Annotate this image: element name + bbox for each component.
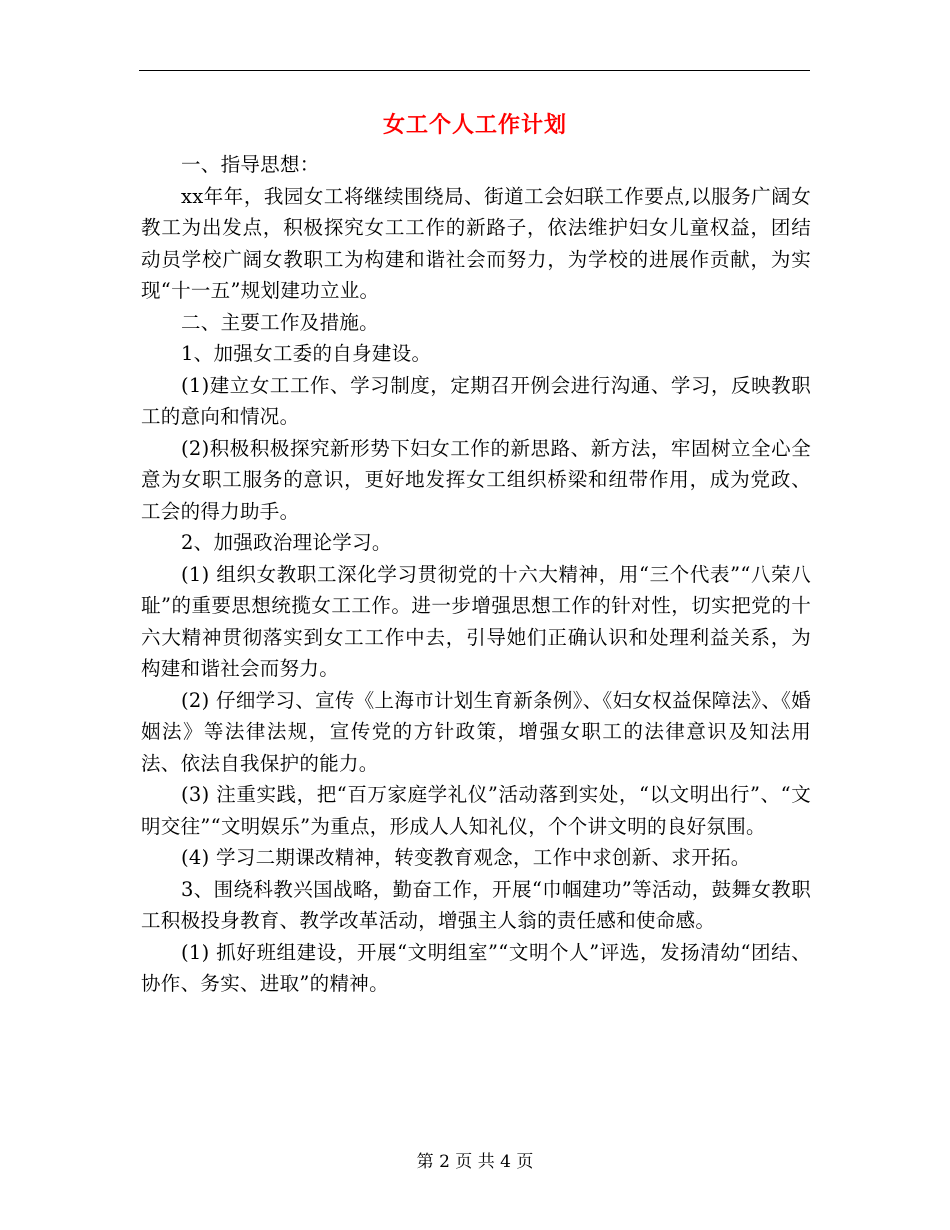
paragraph: (4) 学习二期课改精神，转变教育观念，工作中求创新、求开拓。 bbox=[180, 846, 751, 869]
paragraph: 2、加强政治理论学习。 bbox=[180, 531, 392, 554]
page-number-footer: 第 2 页 共 4 页 bbox=[416, 1152, 534, 1172]
paragraph: 一、指导思想： bbox=[180, 153, 320, 176]
header-rule bbox=[139, 70, 810, 71]
paragraph: (1) 抓好班组建设，开展“文明组室”“文明个人”评选，发扬清幼“团结、协作、务实、进取”的精神。 bbox=[141, 940, 811, 995]
document-body bbox=[141, 149, 811, 1000]
document-title: 女工个人工作计划 bbox=[382, 112, 567, 138]
paragraph: (1)建立女工工作、学习制度，定期召开例会进行沟通、学习，反映教职工的意向和情况。 bbox=[141, 373, 811, 428]
paragraph: (1) 组织女教职工深化学习贯彻党的十六大精神，用“三个代表”“八荣八耻”的重要思想统揽女工工作。进一步增强思想工作的针对性，切实把党的十六大精神贯彻落实到女工工作中去，引导她们正确认识和处理利益关系，为构建和谐社会而努力。 bbox=[141, 562, 811, 680]
paragraph: 1、加强女工委的自身建设。 bbox=[180, 342, 432, 365]
paragraph: (3) 注重实践，把“百万家庭学礼仪”活动落到实处，“以文明出行”、“文明交往”“文明娱乐”为重点，形成人人知礼仪，个个讲文明的良好氛围。 bbox=[141, 783, 811, 838]
paragraph: (2)积极积极探究新形势下妇女工作的新思路、新方法，牢固树立全心全意为女职工服务的意识，更好地发挥女工组织桥梁和纽带作用，成为党政、工会的得力助手。 bbox=[141, 436, 811, 523]
paragraph: 3、围绕科教兴国战略，勤奋工作，开展“巾帼建功”等活动，鼓舞女教职工积极投身教育、教学改革活动，增强主人翁的责任感和使命感。 bbox=[141, 877, 811, 932]
paragraph: (2) 仔细学习、宣传《上海市计划生育新条例》、《妇女权益保障法》、《婚姻法》等法律法规，宣传党的方针政策，增强女职工的法律意识及知法用法、依法自我保护的能力。 bbox=[141, 688, 811, 775]
paragraph: 二、主要工作及措施。 bbox=[180, 310, 379, 334]
paragraph: xx年年，我园女工将继续围绕局、街道工会妇联工作要点,以服务广阔女教工为出发点，积极探究女工工作的新路子，依法维护妇女儿童权益，团结动员学校广阔女教职工为构建和谐社会而努力，为学校的进展作贡献，为实现“十一五”规划建功立业。 bbox=[141, 184, 811, 302]
